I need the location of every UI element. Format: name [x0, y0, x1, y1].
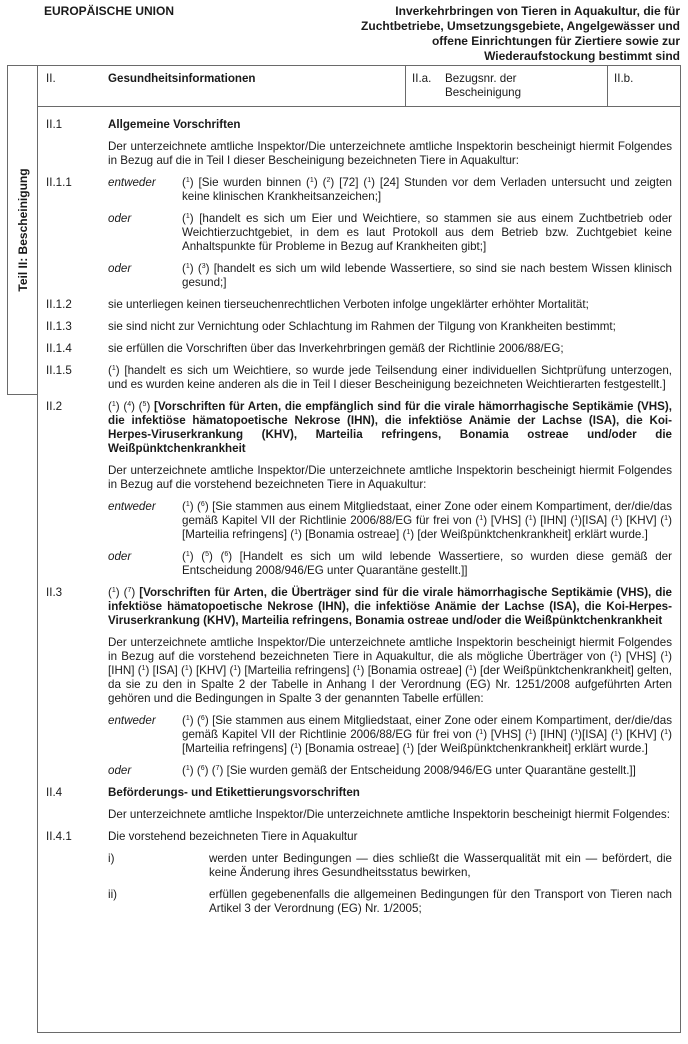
- option-entweder: [108, 714, 672, 756]
- section-II-4-intro: [38, 808, 680, 822]
- option-entweder: [108, 176, 672, 204]
- clause-body: [handelt es sich um Weichtiere, so wurde jede Teilsendung einer individuellen Sichtprüfung unterzogen, und es wurden keine anderen als die in Teil I dieser Bescheinigung bezeichneten Weichtierarten festgestellt.]: [108, 364, 672, 391]
- option-oder: [108, 212, 672, 254]
- list-item-text: erfüllen gegebenenfalls die allgemeinen Bedingungen für den Transport von Tieren nach Artikel 3 der Verordnung (EG) Nr. 1/2005;: [209, 888, 672, 915]
- clause-title: Allgemeine Vorschriften: [108, 118, 241, 131]
- disease-option: [ISA]: [152, 664, 178, 677]
- option-keyword: oder: [108, 212, 132, 225]
- header-cell-b: [608, 66, 680, 106]
- disease-option: [Marteilia refringens]: [244, 664, 350, 677]
- clause-body: gelten, da sie zu den in Spalte 2 der Tabelle in Anhang I der Verordnung (EG) Nr. 1251/2008 aufgeführten Arten gehören und die Bedingungen in Spalte 3 der genannten Tabelle erfüllen:: [108, 664, 672, 705]
- header-cell-reference: [406, 66, 608, 106]
- clause-title: ($^1$) ($^4$) ($^5$) [Vorschriften für Arten, die empfänglich sind für die virale hämorrhagische Septikämie (VHS), die infektiöse hämatopoetische Nekrose (IHN), die infektiöse Anämie der Lachse (ISA), die Koi-Herpes-Viruserkrankung (KHV), Marteilia refringens, Bonamia ostreae und/oder die Weißpünktchenkrankheit: [108, 400, 672, 455]
- disease-option: [ISA]: [582, 728, 608, 741]
- clause-number: II.1.3: [46, 320, 72, 333]
- option-keyword: entweder: [108, 176, 156, 189]
- field-b-number: II.b.: [614, 72, 634, 85]
- clause-text: sie sind nicht zur Vernichtung oder Schlachtung im Rahmen der Tilgung von Krankheiten bestimmt;: [108, 320, 616, 333]
- clause-number: II.1.1: [46, 176, 72, 189]
- option-keyword: entweder: [108, 500, 156, 513]
- clause-number: II.1.4: [46, 342, 72, 355]
- option-oder: [108, 550, 672, 578]
- list-item: [108, 888, 672, 916]
- disease-option: [Bonamia ostreae]: [305, 528, 400, 541]
- option-keyword: oder: [108, 764, 132, 777]
- disease-option: [Marteilia refringens]: [182, 528, 288, 541]
- disease-option: [KHV]: [626, 728, 657, 741]
- reference-number: II.a.: [412, 72, 432, 85]
- list-item-text: werden unter Bedingungen — dies schließt die Wasserqualität mit ein — befördert, die keine Änderung ihres Gesundheitsstatus bewirken,: [209, 852, 672, 879]
- disease-option: [IHN]: [540, 728, 567, 741]
- clause-text: Der unterzeichnete amtliche Inspektor/Die unterzeichnete amtliche Inspektorin bescheinigt hiermit Folgendes:: [108, 808, 670, 821]
- section-title: Gesundheitsinformationen: [108, 72, 256, 85]
- section-II-4-1: [38, 830, 680, 844]
- list-item: [108, 852, 672, 880]
- certificate-title: Inverkehrbringen von Tieren in Aquakultur, die für Zuchtbetriebe, Umsetzungsgebiete, Angelgewässer und offene Einrichtungen für Ziertiere sowie zur Wiederaufstockung bestimmt sind: [361, 4, 680, 63]
- clause-text: sie erfüllen die Vorschriften über das Inverkehrbringen gemäß der Richtlinie 2006/88/EG;: [108, 342, 564, 355]
- issuer-label: EUROPÄISCHE UNION: [44, 4, 175, 18]
- option-body: [handelt es sich um Eier und Weichtiere, so stammen sie aus einem Zuchtbetrieb oder Weichtierzuchtgebiet, in dem es laut Protokoll aus dem Betrieb bzw. Zuchtgebiet keine Anhaltspunkte für Probleme in Bezug auf Krankheiten gibt;]: [182, 212, 672, 253]
- section-II-1: [38, 118, 680, 132]
- option-text: ($^1$) [handelt es sich um Eier und Weichtiere, so stammen sie aus einem Zuchtbetrieb oder Weichtierzuchtgebiet, in dem es laut Protokoll aus dem Betrieb bzw. Zuchtgebiet keine Anhaltspunkte für Probleme in Bezug auf Krankheiten gibt;]: [182, 212, 672, 253]
- option-text: ($^1$) ($^3$) [handelt es sich um wild lebende Wassertiere, so sind sie nach bestem Wissen klinisch gesund;]: [182, 262, 672, 289]
- option-text: ($^1$) ($^6$) ($^7$) [Sie wurden gemäß der Entscheidung 2008/946/EG unter Quarantäne gestellt.]]: [182, 764, 636, 777]
- disease-option: [Marteilia refringens]: [182, 742, 288, 755]
- option-suffix: erklärt wurde.]: [574, 742, 648, 755]
- section-II-2: [38, 400, 680, 456]
- option-keyword: entweder: [108, 714, 156, 727]
- disease-option: [der Weißpünktchenkrankheit]: [417, 528, 572, 541]
- clause-text: Der unterzeichnete amtliche Inspektor/Die unterzeichnete amtliche Inspektorin bescheinigt hiermit Folgendes in Bezug auf die vorstehend bezeichneten Tiere in Aquakultur:: [108, 464, 672, 491]
- clause-text: ($^1$) [handelt es sich um Weichtiere, so wurde jede Teilsendung einer individuellen Sichtprüfung unterzogen, und es wurden keine anderen als die in Teil I dieser Bescheinigung bezeichneten Weichtierarten festgestellt.]: [108, 364, 672, 391]
- reference-label: Bezugsnr. der Bescheinigung: [445, 72, 522, 99]
- header-cell-section: [38, 66, 406, 106]
- option-text: ($^1$) [Sie wurden binnen ($^1$) ($^2$) [72] ($^1$) [24] Stunden vor dem Verladen untersucht und zeigten keine klinischen Krankheitsanzeichen;]: [182, 176, 672, 203]
- section-II-1-2: [38, 298, 680, 312]
- list-item-index: i): [108, 852, 115, 865]
- section-II-3: [38, 586, 680, 628]
- option-oder: [108, 764, 672, 778]
- option-oder: [108, 262, 672, 290]
- disease-option: [KHV]: [195, 664, 227, 677]
- disease-option: [ISA]: [582, 514, 608, 527]
- option-suffix: erklärt wurde.]: [574, 528, 648, 541]
- clause-text: Die vorstehend bezeichneten Tiere in Aquakultur: [108, 830, 358, 843]
- clause-text: Der unterzeichnete amtliche Inspektor/Die unterzeichnete amtliche Inspektorin bescheinigt hiermit Folgendes in Bezug auf die in Teil I dieser Bescheinigung bezeichneten Tiere in Aquakultur:: [108, 140, 672, 167]
- side-column: [7, 65, 38, 395]
- option-keyword: oder: [108, 550, 132, 563]
- disease-option: [Bonamia ostreae]: [367, 664, 462, 677]
- section-II-1-1: [38, 176, 680, 204]
- option-body: [Sie stammen aus einem Mitgliedstaat, einer Zone oder einem Kompartiment, der/die/das gemäß Kapitel VII der Richtlinie 2006/88/EG für frei von: [182, 500, 672, 527]
- clause-title-text: [Vorschriften für Arten, die empfänglich sind für die virale hämorrhagische Septikämie (VHS), die infektiöse hämatopoetische Nekrose (IHN), die infektiöse Anämie der Lachse (ISA), die Koi-Herpes-Viruserkrankung (KHV), Marteilia refringens, Bonamia ostreae und/oder die Weißpünktchenkrankheit: [108, 400, 672, 455]
- option-entweder: [108, 500, 672, 542]
- table-header-row: [38, 66, 680, 107]
- clause-body: Der unterzeichnete amtliche Inspektor/Die unterzeichnete amtliche Inspektorin bescheinigt hiermit Folgendes in Bezug auf die vorstehend bezeichneten Tiere in Aquakultur, die als mögliche Überträger von: [108, 636, 672, 663]
- section-II-1-5: [38, 364, 680, 392]
- clause-number: II.4.1: [46, 830, 72, 843]
- list-item-index: ii): [108, 888, 118, 901]
- disease-option: [VHS]: [625, 650, 657, 663]
- disease-option: [der Weißpünktchenkrankheit]: [480, 664, 634, 677]
- section-number: II.: [46, 72, 56, 85]
- clause-title: Beförderungs- und Etikettierungsvorschriften: [108, 786, 360, 799]
- clause-title-text: [Vorschriften für Arten, die Überträger sind für die virale hämorrhagische Septikämie (VHS), die infektiöse hämatopoetische Nekrose (IHN), die infektiöse Anämie der Lachse (ISA), die Koi-Herpes-Viruserkrankung (KHV), Marteilia refringens, Bonamia ostreae und/oder die Weißpünktchenkrankheit: [108, 586, 672, 627]
- section-II-1-intro: [38, 140, 680, 168]
- option-body: [Sie wurden gemäß der Entscheidung 2008/946/EG unter Quarantäne gestellt.]]: [226, 764, 636, 777]
- certificate-body: [38, 118, 680, 924]
- clause-number: II.2: [46, 400, 63, 413]
- disease-option: [KHV]: [626, 514, 657, 527]
- disease-option: [IHN]: [540, 514, 567, 527]
- disease-option: [IHN]: [108, 664, 135, 677]
- section-II-3-intro: [38, 636, 680, 706]
- option-body: [Handelt es sich um wild lebende Wassertiere, so wurden diese gemäß der Entscheidung 2008/946/EG unter Quarantäne gestellt.]]: [182, 550, 672, 577]
- clause-number: II.1.2: [46, 298, 72, 311]
- disease-option: [der Weißpünktchenkrankheit]: [417, 742, 572, 755]
- side-label: Teil II: Bescheinigung: [16, 168, 30, 292]
- clause-text: sie unterliegen keinen tierseuchenrechtlichen Verboten infolge ungeklärter erhöhter Mortalität;: [108, 298, 589, 311]
- clause-text: Der unterzeichnete amtliche Inspektor/Die unterzeichnete amtliche Inspektorin bescheinigt hiermit Folgendes in Bezug auf die vorstehend bezeichneten Tiere in Aquakultur, die als mögliche Überträger von ($^1$) [VHS] ($^1$) [IHN] ($^1$) [ISA] ($^1$) [KHV] ($^1$) [Marteilia refringens] ($^1$) [Bonamia ostreae] ($^1$) [der Weißpünktchenkrankheit] gelten, da sie zu den in Spalte 2 der Tabelle in Anhang I der Verordnung (EG) Nr. 1251/2008 aufgeführten Arten gehören und die Bedingungen in Spalte 3 der genannten Tabelle erfüllen:: [108, 636, 672, 705]
- option-text: ($^1$) ($^6$) [Sie stammen aus einem Mitgliedstaat, einer Zone oder einem Kompartiment, der/die/das gemäß Kapitel VII der Richtlinie 2006/88/EG für frei von ($^1$) [VHS] ($^1$) [IHN] ($^1$)[ISA] ($^1$) [KHV] ($^1$) [Marteilia refringens] ($^1$) [Bonamia ostreae] ($^1$) [der Weißpünktchenkrankheit] erklärt wurde.]: [182, 714, 672, 755]
- clause-number: II.1.5: [46, 364, 72, 377]
- clause-number: II.1: [46, 118, 63, 131]
- disease-option: [VHS]: [490, 514, 522, 527]
- option-keyword: oder: [108, 262, 132, 275]
- section-II-4: [38, 786, 680, 800]
- clause-number: II.4: [46, 786, 63, 799]
- option-body: [Sie stammen aus einem Mitgliedstaat, einer Zone oder einem Kompartiment, der/die/das gemäß Kapitel VII der Richtlinie 2006/88/EG für frei von: [182, 714, 672, 741]
- option-text: ($^1$) ($^6$) [Sie stammen aus einem Mitgliedstaat, einer Zone oder einem Kompartiment, der/die/das gemäß Kapitel VII der Richtlinie 2006/88/EG für frei von ($^1$) [VHS] ($^1$) [IHN] ($^1$)[ISA] ($^1$) [KHV] ($^1$) [Marteilia refringens] ($^1$) [Bonamia ostreae] ($^1$) [der Weißpünktchenkrankheit] erklärt wurde.]: [182, 500, 672, 541]
- disease-option: [VHS]: [490, 728, 522, 741]
- option-text: ($^1$) ($^5$) ($^6$) [Handelt es sich um wild lebende Wassertiere, so wurden diese gemäß der Entscheidung 2008/946/EG unter Quarantäne gestellt.]]: [182, 550, 672, 577]
- section-II-1-3: [38, 320, 680, 334]
- certificate-frame: [37, 65, 681, 1033]
- section-II-2-intro: [38, 464, 680, 492]
- option-body: [handelt es sich um wild lebende Wassertiere, so sind sie nach bestem Wissen klinisch gesund;]: [182, 262, 672, 289]
- section-II-1-4: [38, 342, 680, 356]
- option-body: [Sie wurden binnen ($^1$) ($^2$) [72] ($^1$) [24] Stunden vor dem Verladen untersucht und zeigten keine klinischen Krankheitsanzeichen;]: [182, 176, 672, 203]
- disease-option: [Bonamia ostreae]: [305, 742, 400, 755]
- clause-title: ($^1$) ($^7$) [Vorschriften für Arten, die Überträger sind für die virale hämorrhagische Septikämie (VHS), die infektiöse hämatopoetische Nekrose (IHN), die infektiöse Anämie der Lachse (ISA), die Koi-Herpes-Viruserkrankung (KHV), Marteilia refringens, Bonamia ostreae und/oder die Weißpünktchenkrankheit: [108, 586, 672, 627]
- clause-number: II.3: [46, 586, 63, 599]
